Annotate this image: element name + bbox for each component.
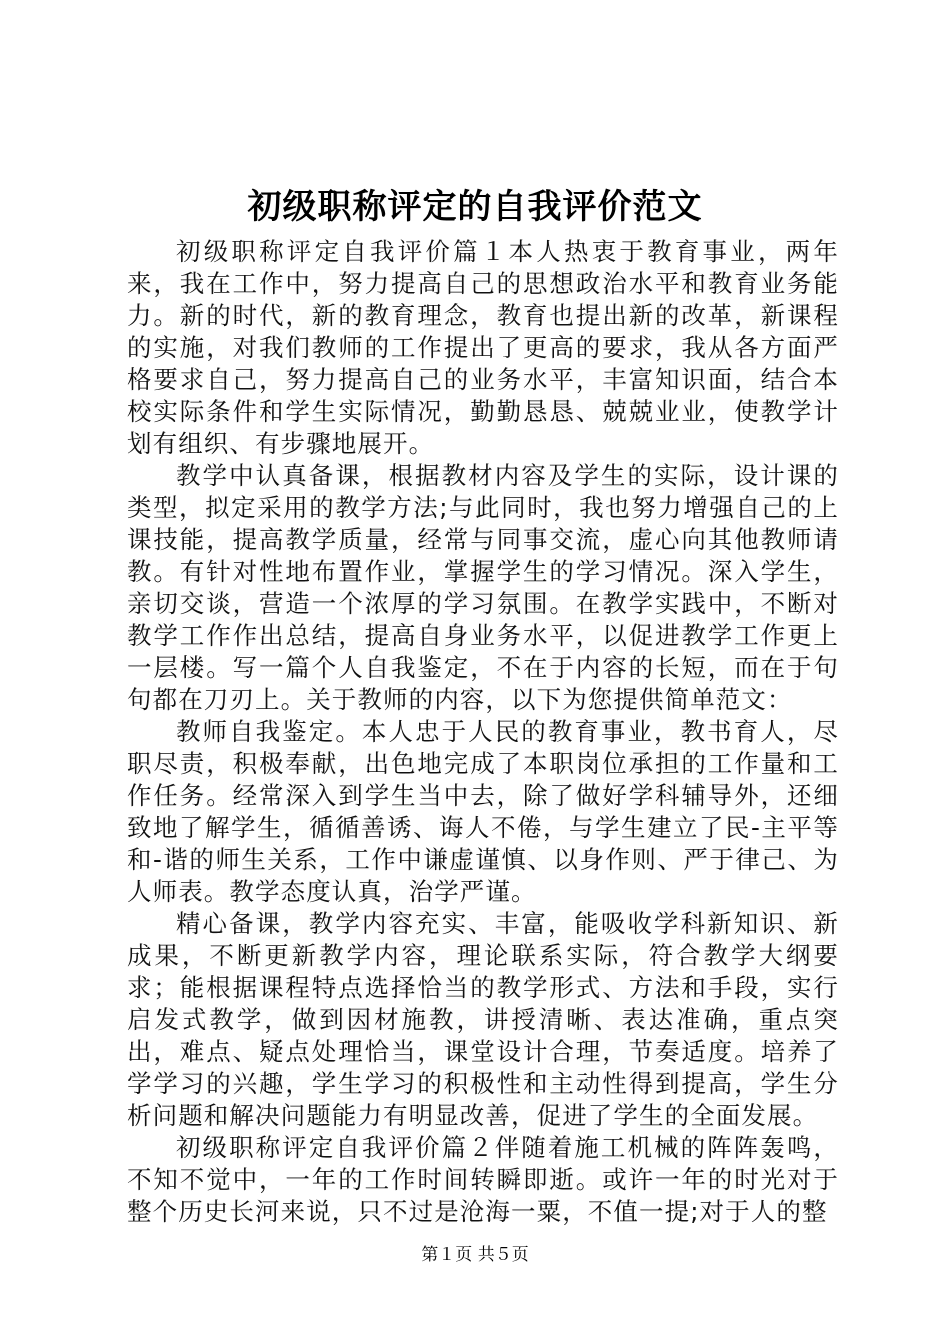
paragraph: 精心备课，教学内容充实、丰富，能吸收学科新知识、新成果，不断更新教学内容，理论联系实际，符合教学大纲要求；能根据课程特点选择恰当的教学形式、方法和手段，实行启发式教学，做到因材施教，讲授清晰、表达准确，重点突出，难点、疑点处理恰当，课堂设计合理，节奏适度。培养了学学习的兴趣，学生学习的积极性和主动性得到提高，学生分析问题和解决问题能力有明显改善，促进了学生的全面发展。: [127, 909, 839, 1130]
document-title: 初级职称评定的自我评价范文: [247, 187, 703, 227]
paragraph: 教师自我鉴定。本人忠于人民的教育事业，教书育人，尽职尽责，积极奉献，出色地完成了本职岗位承担的工作量和工作任务。经常深入到学生当中去，除了做好学科辅导外，还细致地了解学生，循循善诱、诲人不倦，与学生建立了民-主平等和-谐的师生关系，工作中谦虚谨慎、以身作则、严于律己、为人师表。教学态度认真，治学严谨。: [127, 717, 839, 906]
paragraph: 初级职称评定自我评价篇２伴随着施工机械的阵阵轰鸣，不知不觉中，一年的工作时间转瞬即逝。或许一年的时光对于整个历史长河来说，只不过是沧海一粟，不值一提;对于人的整: [127, 1133, 839, 1226]
document-body: [127, 236, 839, 1228]
paragraph: 初级职称评定自我评价篇１本人热衷于教育事业，两年来，我在工作中，努力提高自己的思想政治水平和教育业务能力。新的时代，新的教育理念，教育也提出新的改革，新课程的实施，对我们教师的工作提出了更高的要求，我从各方面严格要求自己，努力提高自己的业务水平，丰富知识面，结合本校实际条件和学生实际情况，勤勤恳恳、兢兢业业，使教学计划有组织、有步骤地展开。: [127, 237, 839, 458]
paragraph: 教学中认真备课，根据教材内容及学生的实际，设计课的类型，拟定采用的教学方法;与此同时，我也努力增强自己的上课技能，提高教学质量，经常与同事交流，虚心向其他教师请教。有针对性地布置作业，掌握学生的学习情况。深入学生，亲切交谈，营造一个浓厚的学习氛围。在教学实践中，不断对教学工作作出总结，提高自身业务水平，以促进教学工作更上一层楼。写一篇个人自我鉴定，不在于内容的长短，而在于句句都在刀刃上。关于教师的内容，以下为您提供简单范文：: [127, 461, 839, 714]
page-footer: 第１页 共５页: [421, 1245, 529, 1265]
